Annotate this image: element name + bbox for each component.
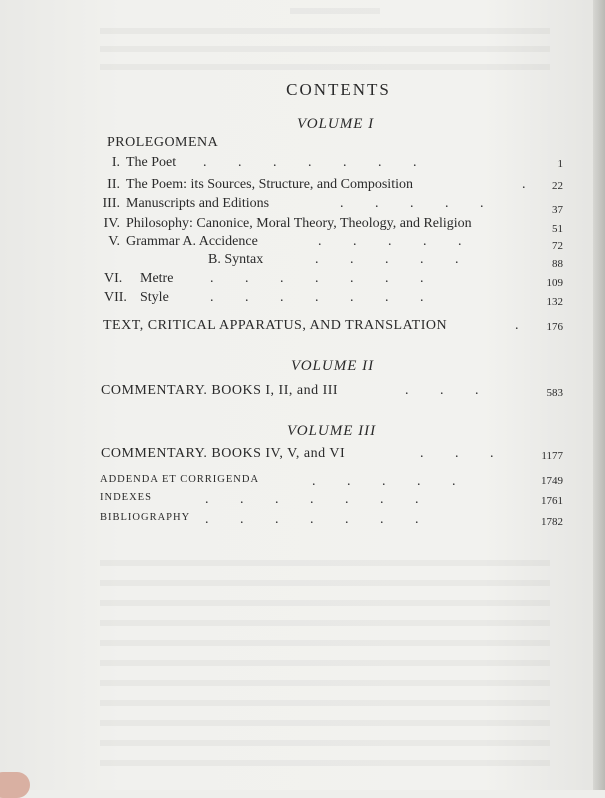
bleed-through-text [100, 580, 550, 586]
toc-entry-poem[interactable]: II. The Poem: its Sources, Structure, and Composition . 22 [107, 177, 563, 192]
prolegomena-heading: PROLEGOMENA [107, 135, 219, 150]
toc-entry-commentary-1[interactable]: COMMENTARY. BOOKS I, II, and III . . . 583 [101, 383, 563, 399]
toc-entry-indexes[interactable]: INDEXES . . . . . . . 1761 [100, 492, 563, 507]
bleed-through-text [100, 700, 550, 706]
leader-dots: . [522, 177, 526, 192]
leader-dots: . . . . . [318, 234, 462, 249]
leader-dots: . . . . . . . [203, 155, 417, 170]
bleed-through-text [100, 28, 550, 34]
leader-dots: . . . . . . . [205, 492, 419, 507]
bleed-through-text [100, 740, 550, 746]
bleed-through-text [100, 760, 550, 766]
leader-dots: . . . . . . . [210, 290, 424, 305]
leader-dots: . . . . . [312, 474, 456, 489]
leader-dots: . [515, 318, 519, 333]
bleed-through-text [100, 660, 550, 666]
toc-entry-philosophy[interactable]: IV. Philosophy: Canonice, Moral Theory, Theology, and Religion 51 [103, 216, 563, 235]
toc-entry-addenda[interactable]: ADDENDA ET CORRIGENDA . . . . . 1749 [100, 474, 563, 489]
toc-entry-style[interactable]: VII. Style . . . . . . . 132 [104, 290, 563, 308]
bleed-through-text [100, 620, 550, 626]
bleed-through-text [100, 640, 550, 646]
thumb [0, 772, 30, 798]
leader-dots: . . . [405, 383, 479, 398]
bleed-through-text [100, 560, 550, 566]
toc-entry-poet[interactable]: I. The Poet . . . . . . . 1 [111, 155, 563, 170]
bleed-through-text [100, 680, 550, 686]
volume-1-heading: VOLUME I [297, 116, 375, 132]
toc-entry-metre[interactable]: VI. Metre . . . . . . . 109 [104, 271, 563, 289]
contents-title: CONTENTS [286, 80, 391, 99]
toc-entry-manuscripts[interactable]: III. Manuscripts and Editions . . . . . 37 [102, 196, 563, 216]
bleed-through-text [100, 720, 550, 726]
bleed-through-text [100, 64, 550, 70]
toc-entry-bibliography[interactable]: BIBLIOGRAPHY . . . . . . . 1782 [100, 512, 563, 528]
volume-2-heading: VOLUME II [291, 358, 375, 374]
toc-entry-grammar[interactable]: V. Grammar A. Accidence . . . . . 72 [108, 234, 563, 252]
leader-dots: . . . [420, 446, 494, 461]
toc-entry-commentary-2[interactable]: COMMENTARY. BOOKS IV, V, and VI . . . 1177 [101, 446, 563, 462]
bleed-through-text [100, 46, 550, 52]
volume-3-heading: VOLUME III [287, 423, 377, 439]
leader-dots: . . . . . [340, 196, 484, 211]
leader-dots: . . . . . [315, 252, 459, 267]
bleed-through-text [290, 8, 380, 14]
toc-entry-text[interactable]: TEXT, CRITICAL APPARATUS, AND TRANSLATION . 176 [103, 318, 563, 333]
leader-dots: . . . . . . . [205, 512, 419, 527]
bleed-through-text [100, 600, 550, 606]
leader-dots: . . . . . . . [210, 271, 424, 286]
toc-entry-syntax[interactable]: B. Syntax . . . . . 88 [208, 252, 563, 270]
